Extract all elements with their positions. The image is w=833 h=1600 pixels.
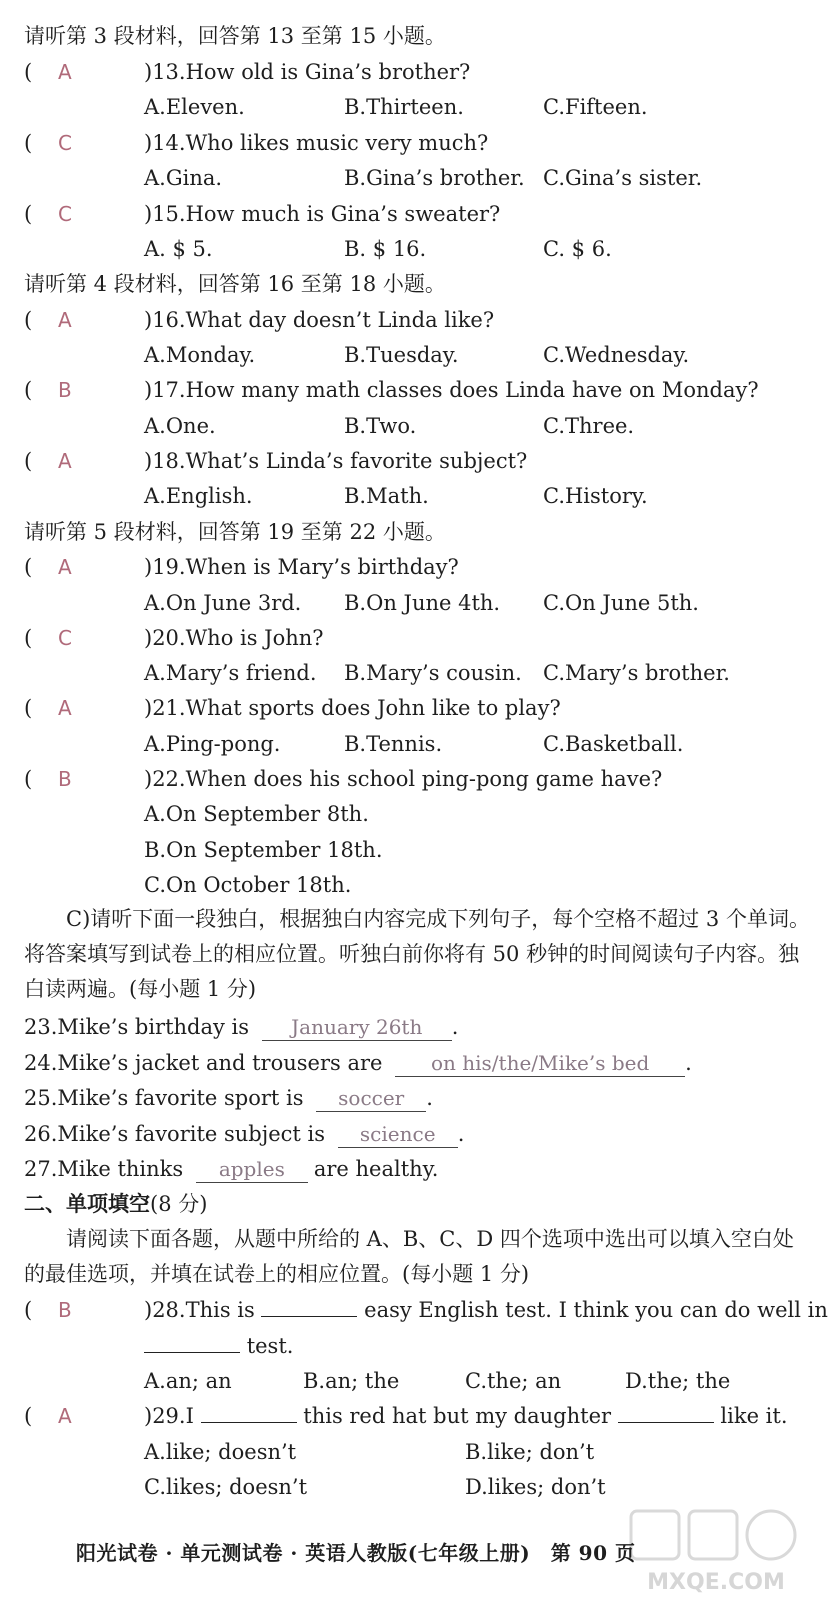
question-text: )13.How old is Gina’s brother? xyxy=(144,60,471,84)
question-part: )28.This is xyxy=(144,1298,255,1322)
option-d: D.likes; don’t xyxy=(465,1475,606,1499)
answer-mark: C xyxy=(58,131,72,155)
question-19 xyxy=(24,553,824,581)
fill-answer: science xyxy=(338,1121,458,1148)
question-part: )29.I xyxy=(144,1404,194,1428)
question-text: )19.When is Mary’s birthday? xyxy=(144,555,459,579)
option-b: B.Two. xyxy=(344,414,417,438)
blank-line xyxy=(261,1298,357,1317)
fill-answer: on his/the/Mike’s bed xyxy=(395,1050,685,1077)
option-c: C.Fifteen. xyxy=(543,95,648,119)
question-17 xyxy=(24,376,824,404)
fill-prompt: 26.Mike’s favorite subject is xyxy=(24,1122,326,1146)
question-text: )15.How much is Gina’s sweater? xyxy=(144,202,501,226)
part-2-score: (8 分) xyxy=(150,1192,208,1216)
part-2-instructions: 请阅读下面各题，从题中所给的 A、B、C、D 四个选项中选出可以填入空白处的最佳选项，并填在试卷上的相应位置。(每小题 1 分) xyxy=(24,1227,794,1286)
option-c: C.the; an xyxy=(465,1369,562,1393)
answer-paren: ( A xyxy=(24,449,72,473)
option-b: B.an; the xyxy=(303,1369,400,1393)
question-28 xyxy=(24,1296,828,1324)
question-part: test. xyxy=(246,1334,294,1358)
question-text: )16.What day doesn’t Linda like? xyxy=(144,308,495,332)
answer-mark: C xyxy=(58,626,72,650)
question-13 xyxy=(24,58,824,86)
answer-mark: A xyxy=(58,449,72,473)
question-part: this red hat but my daughter xyxy=(303,1404,612,1428)
option-c: C. $ 6. xyxy=(543,237,612,261)
fill-suffix: . xyxy=(451,1015,459,1039)
answer-paren: ( C xyxy=(24,202,72,226)
answer-paren: ( C xyxy=(24,131,72,155)
option-c: C.Wednesday. xyxy=(543,343,690,367)
part-2-title: 二、单项填空 xyxy=(24,1191,150,1216)
blank-line xyxy=(618,1404,714,1423)
option-a: A.an; an xyxy=(144,1369,232,1393)
option-a: A.English. xyxy=(144,484,253,508)
answer-paren: ( A xyxy=(24,555,72,579)
option-c: C.Basketball. xyxy=(543,732,684,756)
question-text: )17.How many math classes does Linda have on Monday? xyxy=(144,378,759,402)
option-a: A.One. xyxy=(144,414,216,438)
blank-line xyxy=(144,1334,240,1353)
option-c: C.History. xyxy=(543,484,648,508)
question-text: )14.Who likes music very much? xyxy=(144,131,489,155)
question-22 xyxy=(24,765,824,793)
option-c: C.On June 5th. xyxy=(543,591,699,615)
fill-answer: soccer xyxy=(316,1085,426,1112)
fill-prompt: 25.Mike’s favorite sport is xyxy=(24,1086,304,1110)
option-d: D.the; the xyxy=(625,1369,731,1393)
option-a: A.Monday. xyxy=(144,343,256,367)
fill-suffix: . xyxy=(457,1122,465,1146)
answer-paren: ( C xyxy=(24,626,72,650)
option-c: C.Gina’s sister. xyxy=(543,166,703,190)
option-b: B.Math. xyxy=(344,484,429,508)
fill-item-23 xyxy=(24,1013,458,1041)
option-b: B.like; don’t xyxy=(465,1440,595,1464)
section-5-heading: 请听第 5 段材料，回答第 19 至第 22 小题。 xyxy=(24,520,446,544)
page-footer: 阳光试卷 · 单元测试卷 · 英语人教版(七年级上册) 第 90 页 xyxy=(76,1541,636,1565)
option-a: A.On September 8th. xyxy=(144,802,369,826)
option-b: B.Thirteen. xyxy=(344,95,464,119)
option-a: A.On June 3rd. xyxy=(144,591,302,615)
answer-mark: A xyxy=(58,696,72,720)
question-text xyxy=(144,1296,828,1324)
answer-mark: B xyxy=(58,378,72,402)
option-a: A. $ 5. xyxy=(144,237,213,261)
fill-suffix: are healthy. xyxy=(313,1157,439,1181)
option-c: C.Mary’s brother. xyxy=(543,661,730,685)
blank-line xyxy=(201,1404,297,1423)
answer-paren: ( B xyxy=(24,378,72,402)
answer-paren: ( A xyxy=(24,696,72,720)
watermark-text: MXQE.COM xyxy=(647,1570,785,1595)
question-28-cont xyxy=(144,1332,293,1360)
option-b: B.Tennis. xyxy=(344,732,443,756)
question-14 xyxy=(24,129,824,157)
option-a: A.Ping-pong. xyxy=(144,732,281,756)
fill-prompt: 23.Mike’s birthday is xyxy=(24,1015,250,1039)
fill-item-24 xyxy=(24,1049,692,1077)
option-a: A.like; doesn’t xyxy=(144,1440,297,1464)
option-a: A.Eleven. xyxy=(144,95,245,119)
question-text: )21.What sports does John like to play? xyxy=(144,696,561,720)
question-text: )20.Who is John? xyxy=(144,626,324,650)
answer-mark: A xyxy=(58,60,72,84)
fill-item-27 xyxy=(24,1155,438,1183)
question-20 xyxy=(24,624,824,652)
question-text: )22.When does his school ping-pong game have? xyxy=(144,767,663,791)
option-b: B.Mary’s cousin. xyxy=(344,661,522,685)
option-b: B.Tuesday. xyxy=(344,343,459,367)
question-15 xyxy=(24,200,824,228)
fill-prompt: 27.Mike thinks xyxy=(24,1157,184,1181)
option-b: B.On September 18th. xyxy=(144,838,383,862)
option-c: C.On October 18th. xyxy=(144,873,352,897)
answer-paren: ( B xyxy=(24,1298,72,1322)
fill-answer: January 26th xyxy=(262,1014,452,1041)
option-c: C.likes; doesn’t xyxy=(144,1475,308,1499)
part-2-heading xyxy=(24,1190,207,1218)
fill-suffix: . xyxy=(685,1051,692,1075)
question-21 xyxy=(24,694,824,722)
answer-mark: A xyxy=(58,1404,72,1428)
option-b: B.Gina’s brother. xyxy=(344,166,525,190)
question-text xyxy=(144,1402,788,1430)
answer-paren: ( A xyxy=(24,60,72,84)
question-16 xyxy=(24,306,824,334)
section-4-heading: 请听第 4 段材料，回答第 16 至第 18 小题。 xyxy=(24,272,446,296)
question-18 xyxy=(24,447,824,475)
question-part: easy English test. I think you can do well in xyxy=(364,1298,828,1322)
option-b: B. $ 16. xyxy=(344,237,427,261)
answer-mark: A xyxy=(58,308,72,332)
question-29 xyxy=(24,1402,824,1430)
watermark-logo xyxy=(621,1505,811,1595)
answer-mark: B xyxy=(58,767,72,791)
question-part: like it. xyxy=(720,1404,788,1428)
answer-paren: ( B xyxy=(24,767,72,791)
fill-prompt: 24.Mike’s jacket and trousers are xyxy=(24,1051,383,1075)
option-b: B.On June 4th. xyxy=(344,591,501,615)
fill-answer: apples xyxy=(196,1156,308,1183)
answer-mark: B xyxy=(58,1298,72,1322)
option-a: A.Mary’s friend. xyxy=(144,661,317,685)
fill-suffix: . xyxy=(426,1086,433,1110)
part-c-instructions: C)请听下面一段独白，根据独白内容完成下列句子，每个空格不超过 3 个单词。将答案填写到试卷上的相应位置。听独白前你将有 50 秒钟的时间阅读句子内容。独白读两遍。(每小题 1 分) xyxy=(24,907,810,1001)
answer-paren: ( A xyxy=(24,308,72,332)
section-3-heading: 请听第 3 段材料，回答第 13 至第 15 小题。 xyxy=(24,24,446,48)
option-c: C.Three. xyxy=(543,414,635,438)
answer-mark: A xyxy=(58,555,72,579)
answer-paren: ( A xyxy=(24,1404,72,1428)
option-a: A.Gina. xyxy=(144,166,223,190)
answer-mark: C xyxy=(58,202,72,226)
question-text: )18.What’s Linda’s favorite subject? xyxy=(144,449,528,473)
fill-item-25 xyxy=(24,1084,433,1112)
fill-item-26 xyxy=(24,1120,464,1148)
